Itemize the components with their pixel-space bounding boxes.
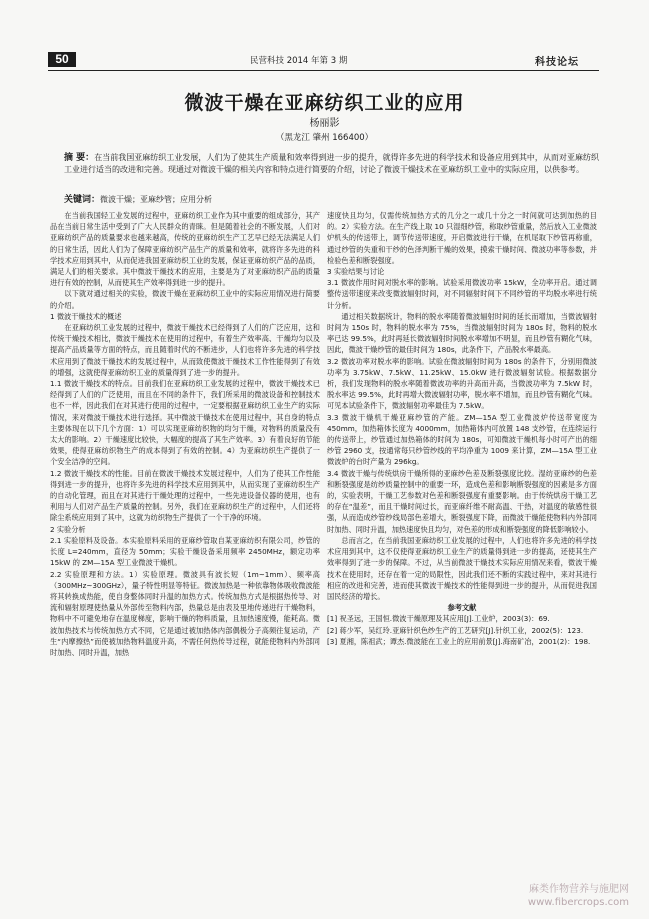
paragraph: 3.3 微波干燥机干燥亚麻纱管的产能。ZM—15A 型工业微波炉传送带宽度为 450mm，加热箱体长度为 4000mm，加热箱体内可放置 148 支纱管，在连续运行的传送带上，纱管通过加热箱体的时间为 180s，可知微波干燥机每小时可产出的细纱管 2960 支，按通常每只纱管纱线的平均净重为 1009 来计算，ZM—15A 型工业微波炉的台时产量为 296kg。 bbox=[327, 412, 597, 467]
paragraph: 以下就对通过相关的实验，微波干燥在亚麻纺织工业中的实际应用情况进行简要的介绍。 bbox=[50, 289, 320, 310]
left-column bbox=[50, 210, 320, 658]
paragraph: 3.2 微波功率对脱水率的影响。试验在微波辐射时间为 180s 的条件下，分别用微波功率为 3.75kW、7.5kW、11.25kW、15.0kW 进行微波辐射试验。根据数据分析，我们发现物料的脱水率随着微波功率的升高而升高，当微波功率为 7.5kW 时，脱水率达 99.5%，此时再增大微波辐射功率，脱水率不增加，而且纱管有糊化气味。可见本试验条件下，微波辐射功率最佳为 7.5kW。 bbox=[327, 356, 597, 411]
paragraph: 通过相关数据统计，物料的脱水率随着微波辐射时间的延长而增加，当微波辐射时间为 150s 时，物料的脱水率为 75%，当微波辐射时间为 180s 时，物料的脱水率已达 99.5%，此时再延长微波辐射时间脱水率增加不明显，而且纱管有糊化气味，因此，微波干燥纱管的最佳时间为 180s，此条件下，产品脱水率最高。 bbox=[327, 311, 597, 355]
abstract-label: 摘 要： bbox=[64, 153, 95, 163]
keywords bbox=[64, 192, 599, 205]
article-affiliation: （黑龙江 肇州 166400） bbox=[275, 133, 374, 143]
section-heading: 1 微波干燥技术的概述 bbox=[50, 311, 122, 321]
right-column bbox=[327, 210, 597, 647]
references-heading: 参考文献 bbox=[447, 603, 477, 613]
article-author: 杨丽影 bbox=[309, 118, 340, 129]
paragraph: 3.1 微波作用时间对脱水率的影响。试验采用微波功率 15kW，全功率开启。通过调整传送带速度来改变微波辐射时间，对不同辐射时间下不同纱管的平均脱水率进行统计分析。 bbox=[327, 278, 597, 310]
paragraph: 在亚麻纺织工业发展的过程中，微波干燥技术已经得到了人们的广泛应用，这和传统干燥技术相比，微波干燥技术在使用的过程中，有着生产效率高、干燥均匀以及提高产品质量等方面的特点，而且随着时代的不断进步，人们也将许多先进的科学技术应用到了微波干燥技术的发展过程中，从而致使微波干燥技术工作性能得到了有效的增强，这就使得亚麻纺织工业的质量得到了进一步的提升。 bbox=[50, 323, 320, 377]
section-name: 科技论坛 bbox=[535, 57, 579, 68]
reference-item: [2] 蒋少军，吴红玲.亚麻针织色纱生产的工艺研究[J].针织工业，2002(5)：123. bbox=[327, 625, 584, 635]
keywords-label: 关键词： bbox=[64, 195, 101, 205]
paragraph: 2.1 实验原料及设备。本实验原料采用的亚麻纱管取自某亚麻纺织有限公司，纱管的长度 L=240mm，直径为 50mm；实验干燥设备采用频率 2450MHz，额定功率 15kW 的 ZM—15A 型工业微波干燥机。 bbox=[50, 535, 320, 568]
section-heading: 2 实验分析 bbox=[50, 524, 86, 534]
paragraph: 3.4 微波干燥与传统烘房干燥所得的亚麻纱色差及断裂强度比较。湿纺亚麻纱的色差和断裂强度是纺纱质量控制中的重要一环，造成色差和影响断裂强度的因素是多方面的，实验表明，干燥工艺参数对色差和断裂强度有重要影响。由于传统烘房干燥工艺的存在“温差”，而且干燥时间过长，而亚麻纤维不耐高温、干热，对温度的敏感性很强，从而造成纱管纱线局部色差增大，断裂强度下降，而微波干燥能使物料内外部同时加热、同时升温，加热速度快且均匀，对色差的形成和断裂强度的降低影响较小。 bbox=[327, 468, 597, 534]
watermark-line: 麻类作物营养与施肥网 bbox=[529, 884, 629, 895]
reference-item: [1] 祝圣远，王国恒.微波干燥原理及其应用[J].工业炉，2003(3)：69. bbox=[327, 614, 550, 624]
paragraph: 在当前我国轻工业发展的过程中，亚麻纺织工业作为其中重要的组成部分，其产品在当前日常生活中受到了广大人民群众的青睐。但是随着社会的不断发展，人们对亚麻纺织产品的质量要求也越来越高，传统的亚麻纺织生产工艺早已经无法满足人们的日常生活，因此人们为了保障亚麻纺织产品生产的质量和效率，就将许多先进的科学技术应用到其中，从而促进我国亚麻纺织工业的发展，保证亚麻纺织产品的品质，满足人们的相关要求。其中微波干燥技术的应用，主要是为了对亚麻纺织产品的质量进行有效的控制，从而使其生产效率得到进一步的提升。 bbox=[50, 211, 320, 288]
article-title: 微波干燥在亚麻纺织工业的应用 bbox=[184, 92, 465, 114]
keywords-text: 微波干燥；亚麻纱管；应用分析 bbox=[100, 195, 213, 204]
section-heading: 3 实验结果与讨论 bbox=[327, 267, 385, 277]
paragraph: 2.2 实验原理和方法。1）实验原理。微波具有波长短（1m~1mm）、频率高（300MHz~300GHz），量子特性明显等特征。微波加热是一种依靠物体吸收微波能将其转换成热能，使自身整体同时升温的加热方式。传统加热方式是根据热传导、对流和辐射原理使热量从外部传至物料内部，热量总是由表及里地传递进行干燥物料，物料中不可避免地存在温度梯度，影响干燥的物料质量，且加热速度慢，能耗高。微波加热技术与传统加热方式不同，它是通过被加热体内部偶极分子高频往复运动，产生“内摩擦热”而使被加热物料温度升高，不需任何热传导过程，就能使物料内外部同时加热、同时升温，加热 bbox=[50, 569, 320, 657]
paragraph: 1.2 微波干燥技术的性能。目前在微波干燥技术发展过程中，人们为了使其工作性能得到进一步的提升，也将许多先进的科学技术应用到其中，从而实现了亚麻纺织生产的自动化管理，而且在对其进行干燥处理的过程中，一些先进设备仪器的使用，也有利用与人们对产品生产质量的控制。另外，我们在亚麻纺织生产的过程中，人们还将除尘系统应用到了其中，这就为纺织物生产提供了一个干净的环境。 bbox=[50, 468, 320, 523]
paragraph: 总而言之，在当前我国亚麻纺织工业发展的过程中，人们也将许多先进的科学技术应用到其中，这不仅使得亚麻纺织工业生产的质量得到进一步的提高，还使其生产效率得到了进一步的保障。不过，从当前微波干燥技术实际应用情况来看，微波干燥技术在使用时，还存在着一定的局限性，因此我们还不断的实践过程中，来对其进行相应的改进和完善，进而使其微波干燥技术的性能得到进一步的提升，从而促进我国国民经济的增长。 bbox=[327, 535, 597, 601]
journal-name: 民营科技 2014 年第 3 期 bbox=[250, 56, 348, 66]
header-rule bbox=[48, 70, 599, 71]
page-number: 50 bbox=[48, 52, 76, 67]
watermark bbox=[528, 883, 629, 909]
abstract-text: 在当前我国亚麻纺织工业发展，人们为了使其生产质量和效率得到进一步的提升，就得许多先进的科学技术和设备应用到其中，从而对亚麻纺织工业进行适当的改进和完善。现通过对微波干燥的相关内容和特点进行简要的介绍，讨论了微波干燥技术在亚麻纺织工业中的实际应用，以供参考。 bbox=[64, 153, 599, 174]
reference-item: [3] 夏湘，陈祖武；谭杰.微波能在工业上的应用前景[J].海南矿冶，2001(2)：198. bbox=[327, 636, 591, 646]
watermark-url: www.fibercrops.com bbox=[527, 897, 629, 908]
paragraph: 速度快且均匀，仅需传统加热方式的几分之一或几十分之一时间就可达到加热的目的。2）实验方法。在生产线上取 10 只湿细纱管，称取纱管重量，然后放入工业微波炉机头的传送带上，调节传送带速度，开启微波进行干燥，在机尾取下纱管再称重，通过纱管的失重和干纱的色泽判断干燥的效果，摸索干燥时间、微波功率等参数，并检验色差和断裂强度。 bbox=[327, 211, 597, 265]
paragraph: 1.1 微波干燥技术的特点。目前我们在亚麻纺织工业发展的过程中，微波干燥技术已经得到了人们的广泛使用，而且在不同的条件下，我们所采用的微波设备和控制技术也不一样，因此我们在对其进行使用的过程中，一定要根据亚麻纺织工业生产的实际情况，来对微波干燥技术进行选择。其中微波干燥技术在使用过程中，其自身的特点主要体现在以下几个方面：1）可以实现亚麻纺织物的均匀干燥，对物料的质量没有太大的影响。2）干燥速度比较快，大幅度的提高了其生产效率。3）有着良好的节能效果，使得亚麻纺织物生产的成本得到了有效的控制。4）为亚麻纺织生产提供了一个安全洁净的空间。 bbox=[50, 379, 320, 467]
abstract bbox=[64, 152, 599, 176]
references-list bbox=[327, 613, 597, 647]
